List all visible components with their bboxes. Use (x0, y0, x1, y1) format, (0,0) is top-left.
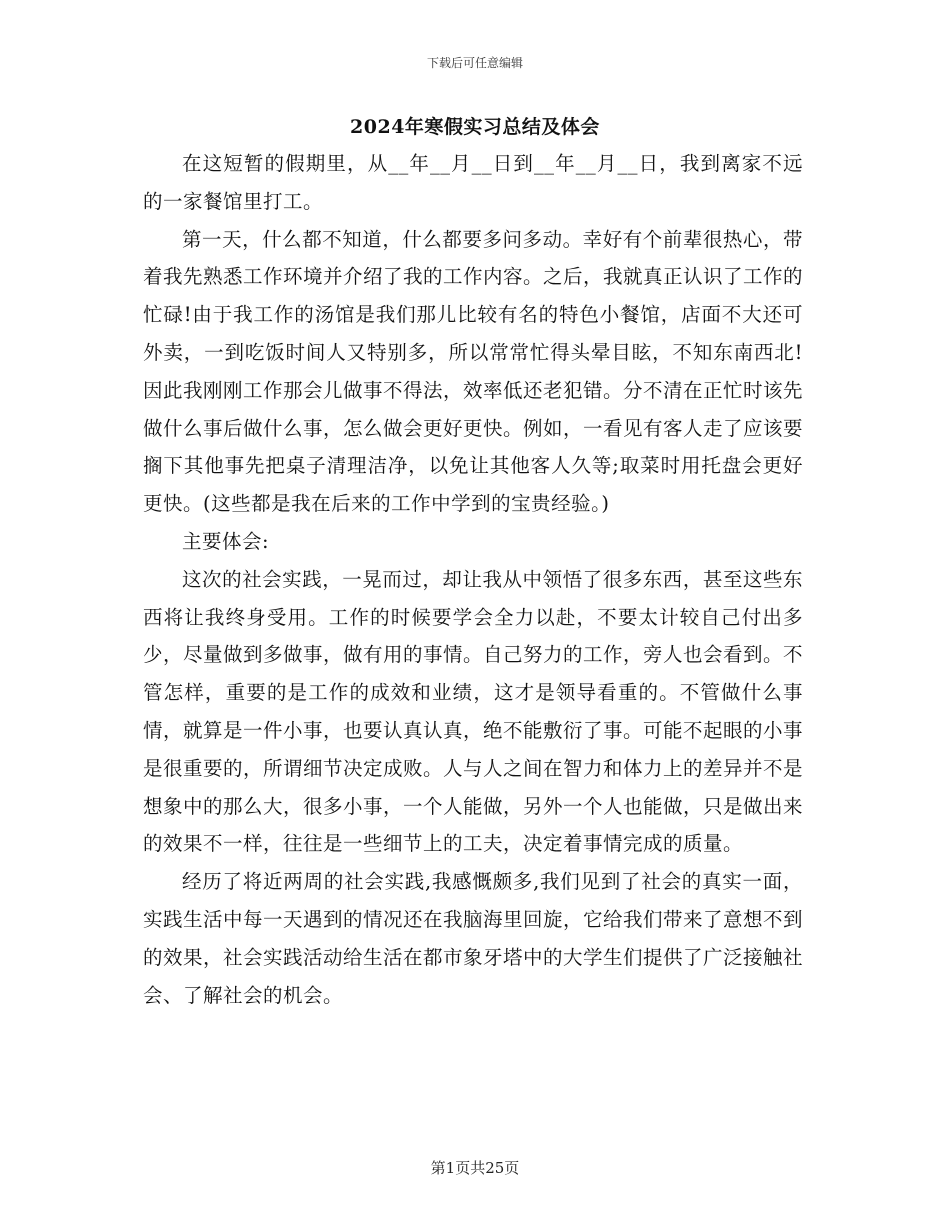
paragraph-first-day: 第一天，什么都不知道，什么都要多问多动。幸好有个前辈很热心，带着我先熟悉工作环境并介绍了我的工作内容。之后，我就真正认识了工作的忙碌!由于我工作的汤馆是我们那儿比较有名的特色小餐馆，店面不大还可外卖，一到吃饭时间人又特别多，所以常常忙得头晕目眩，不知东南西北!因此我刚刚工作那会儿做事不得法，效率低还老犯错。分不清在正忙时该先做什么事后做什么事，怎么做会更好更快。例如，一看见有客人走了应该要搁下其他事先把桌子清理洁净，以免让其他客人久等;取菜时用托盘会更好更快。(这些都是我在后来的工作中学到的宝贵经验。) (143, 227, 804, 516)
document-body (143, 145, 803, 1014)
page-header-note: 下载后可任意编辑 (426, 56, 523, 70)
page-footer-page-number: 第1页共25页 (430, 1159, 520, 1177)
paragraph-insights: 这次的社会实践，一晃而过，却让我从中领悟了很多东西，甚至这些东西将让我终身受用。工作的时候要学会全力以赴，不要太计较自己付出多少，尽量做到多做事，做有用的事情。自己努力的工作，旁人也会看到。不管怎样，重要的是工作的成效和业绩，这才是领导看重的。不管做什么事情，就算是一件小事，也要认真认真，绝不能敷衍了事。可能不起眼的小事是很重要的，所谓细节决定成败。人与人之间在智力和体力上的差异并不是想象中的那么大，很多小事，一个人能做，另外一个人也能做，只是做出来的效果不一样，往往是一些细节上的工夫，决定着事情完成的质量。 (143, 567, 804, 856)
document-title: 2024年寒假实习总结及体会 (350, 116, 600, 138)
paragraph-intro: 在这短暂的假期里，从__年__月__日到__年__月__日，我到离家不远的一家餐馆里打工。 (143, 152, 803, 213)
section-heading-main-insights: 主要体会: (182, 529, 270, 553)
paragraph-conclusion: 经历了将近两周的社会实践,我感慨颇多,我们见到了社会的真实一面，实践生活中每一天遇到的情况还在我脑海里回旋，它给我们带来了意想不到的效果，社会实践活动给生活在都市象牙塔中的大学生们提供了广泛接触社会、了解社会的机会。 (143, 870, 804, 1007)
